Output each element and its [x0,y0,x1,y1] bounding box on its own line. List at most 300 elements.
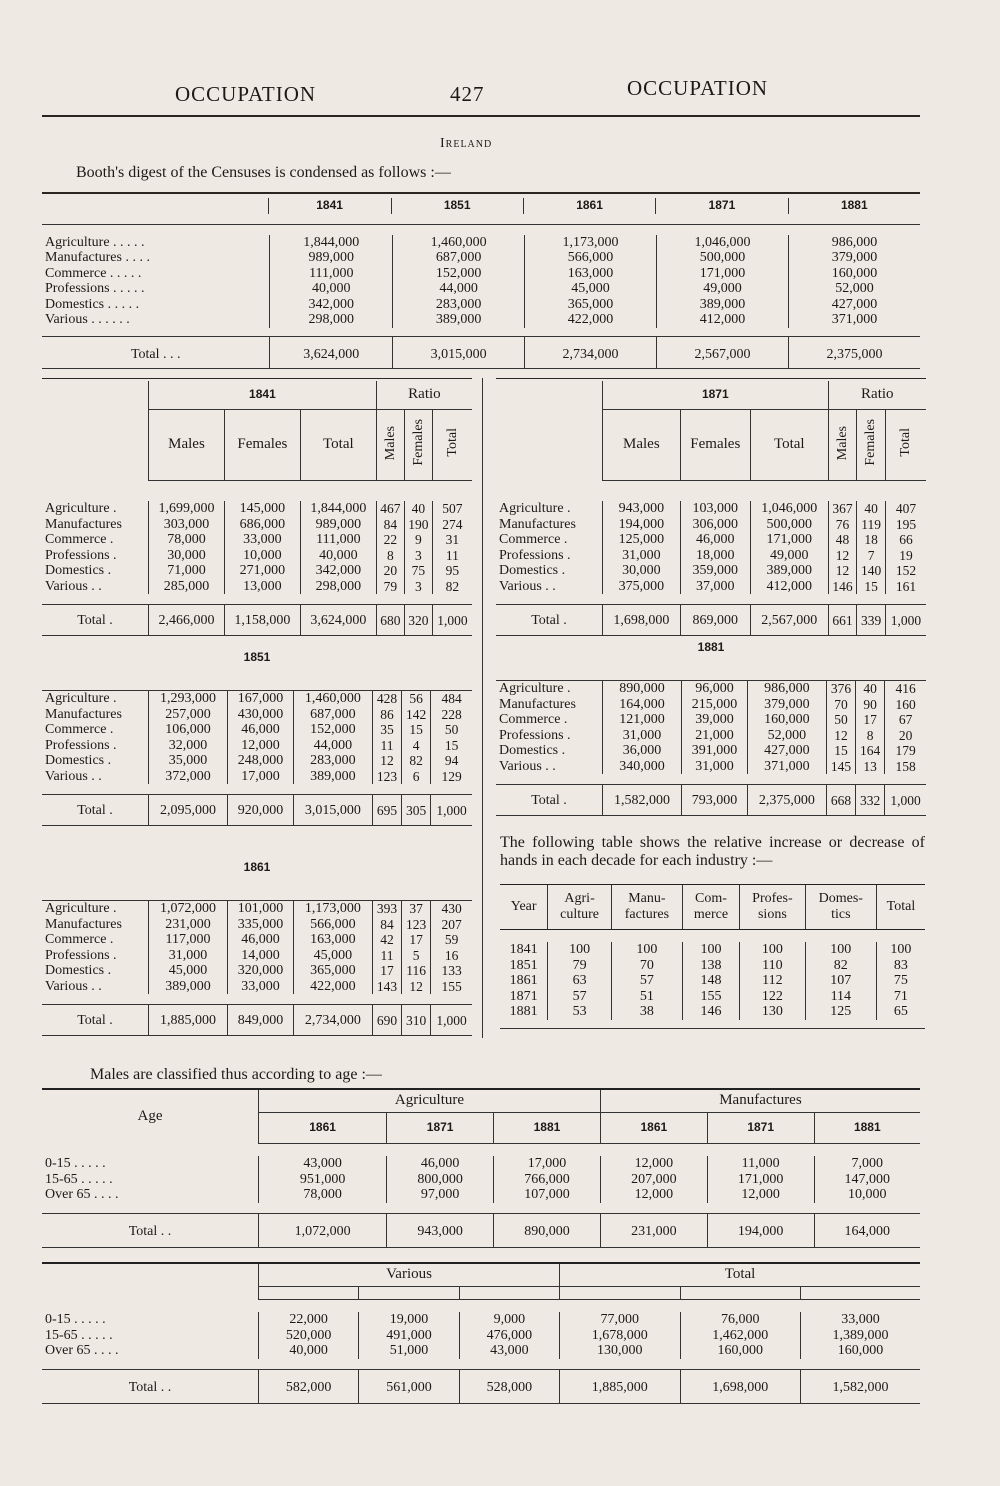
value-cell: 989,000 [270,250,393,266]
value-cell: 12 [372,753,401,769]
end-rule [42,825,472,826]
value-cell: 46,000 [680,532,750,548]
total-cell: 1,582,000 [603,785,682,816]
value-cell: 78,000 [259,1187,387,1203]
total-cell: 2,734,000 [525,336,657,368]
spacer [496,774,926,785]
row-label: Commerce . [499,532,568,547]
age-row [42,1328,920,1344]
relative-row [500,1004,925,1020]
census-row [42,722,472,738]
value-cell: 123 [402,917,431,933]
value-cell: 1,046,000 [657,235,789,251]
total-cell: 2,567,000 [750,605,828,636]
top-rule [42,378,472,379]
year-header-blank [800,1287,920,1300]
total-cell: 943,000 [387,1213,494,1248]
value-cell: 37 [402,901,431,917]
spacer [42,1203,920,1214]
row-label: Various . . [45,578,102,594]
value-cell: 45,000 [149,963,228,979]
value-cell: 49,000 [657,281,789,297]
total-cell: 194,000 [707,1213,814,1248]
relative-header-row [500,885,925,930]
value-cell: 19,000 [359,1312,459,1328]
spacer-row [496,774,926,785]
value-cell: 1,389,000 [800,1328,920,1344]
census-row [42,753,472,769]
value-cell: 412,000 [657,312,789,328]
relative-col-header [548,885,612,930]
age-row [42,1156,920,1172]
ratio-col-label: Total [898,428,914,458]
census-table-1871 [496,378,926,636]
spacer [496,594,926,605]
census-row [42,769,472,785]
row-label: Agriculture . [45,901,117,916]
year-cell: 1851 [509,957,538,973]
spacer-row [42,1203,920,1214]
value-cell: 21,000 [682,728,748,744]
header-left: OCCUPATION [175,82,317,106]
value-cell: 17 [372,963,401,979]
spacer-row [42,784,472,795]
value-cell: 46,000 [228,932,294,948]
value-cell: 12 [828,563,857,579]
value-cell: 274 [432,517,472,533]
value-cell: 123 [372,769,401,785]
value-cell: 71,000 [149,563,225,579]
value-cell: 340,000 [603,759,682,775]
group-header: Various [259,1264,560,1287]
census-year-row [496,381,926,410]
row-label: 0-15 . . . . . [45,1312,106,1327]
relative-row [500,942,925,958]
year-cell: 1861 [509,973,538,988]
group-header: Manufactures [600,1090,920,1113]
value-cell: 283,000 [393,297,525,313]
row-label: Commerce . [45,932,114,947]
census-table-1881 [496,640,926,816]
census-total-row [42,795,472,826]
value-cell: 112 [740,973,806,989]
value-cell: 145 [826,759,855,775]
census-row [496,517,926,533]
row-label: Commerce . [499,712,568,727]
census-table [42,690,472,826]
value-cell: 45,000 [525,281,657,297]
value-cell: 890,000 [603,681,682,697]
value-cell: 101,000 [228,901,294,917]
value-cell: 146 [828,579,857,595]
section-title: Ireland [440,136,493,151]
total-cell: 1,000 [885,785,926,816]
value-cell: 422,000 [525,312,657,328]
value-cell: 986,000 [788,235,920,251]
census-year: 1861 [243,860,271,874]
value-cell: 161 [885,579,926,595]
census-total-row [42,1005,472,1036]
census-row [42,517,472,533]
value-cell: 484 [431,691,472,707]
value-cell: 285,000 [149,579,225,595]
total-cell: 582,000 [259,1369,359,1404]
value-cell: 53 [548,1004,612,1020]
value-cell: 106,000 [149,722,228,738]
value-cell: 367 [828,501,857,517]
row-label: Various . . [45,768,102,784]
row-label: Commerce . [45,532,114,547]
total-cell: 849,000 [228,1005,294,1036]
year-cell: 1881 [509,1004,538,1019]
total-cell: 231,000 [600,1213,707,1248]
row-label: Agriculture . [45,691,117,706]
header-part: Domes- [818,891,863,906]
blank [42,381,149,481]
value-cell: 190 [404,517,432,533]
digest-row [42,250,920,266]
value-cell: 35 [372,722,401,738]
ratio-col-header [857,410,886,481]
spacer [42,1359,920,1370]
row-label: Professions . [45,947,117,963]
row-label: Total . . . [130,346,181,362]
total-cell: 890,000 [494,1213,601,1248]
total-cell: 528,000 [459,1369,559,1404]
census-row [42,979,472,995]
value-cell: 107,000 [494,1187,601,1203]
value-cell: 171,000 [707,1172,814,1188]
value-cell: 40 [404,501,432,517]
value-cell: 17 [856,712,885,728]
value-cell: 140 [857,563,886,579]
total-cell: 1,698,000 [603,605,681,636]
value-cell: 989,000 [300,517,376,533]
ratio-col-header [376,410,404,481]
total-cell: 1,000 [431,1005,472,1036]
value-cell: 116 [402,963,431,979]
value-cell: 152,000 [393,266,525,282]
total-cell: 2,466,000 [149,605,225,636]
value-cell: 11,000 [707,1156,814,1172]
value-cell: 10,000 [224,548,300,564]
value-cell: 171,000 [750,532,828,548]
value-cell: 57 [548,989,612,1005]
end-rule [42,1248,920,1249]
row-label: Total . [77,803,113,818]
row-label: Various . . [499,758,556,774]
value-cell: 507 [432,501,472,517]
end-rule [496,815,926,816]
value-cell: 430,000 [228,707,294,723]
digest-table [42,192,920,369]
value-cell: 100 [876,942,925,958]
value-cell: 70 [826,697,855,713]
value-cell: 12 [826,728,855,744]
end-rule-row [42,635,472,636]
value-cell: 12,000 [228,738,294,754]
census-year: 1851 [243,650,271,664]
value-cell: 37,000 [680,579,750,595]
value-cell: 566,000 [525,250,657,266]
total-cell: 1,000 [432,605,472,636]
end-rule-row [42,368,920,369]
value-cell: 6 [402,769,431,785]
value-cell: 35,000 [149,753,228,769]
blank [496,381,603,481]
value-cell: 1,460,000 [393,235,525,251]
value-cell: 365,000 [525,297,657,313]
value-cell: 20 [885,728,926,744]
value-cell: 687,000 [293,707,372,723]
age-intro: Males are classified thus according to age :— [90,1066,382,1083]
spacer [42,328,920,337]
value-cell: 766,000 [494,1172,601,1188]
value-cell: 129 [431,769,472,785]
value-cell: 32,000 [149,738,228,754]
row-label: Manufactures [45,916,122,932]
value-cell: 430 [431,901,472,917]
value-cell: 335,000 [228,917,294,933]
col-header: Total [750,410,828,481]
census-row [42,707,472,723]
value-cell: 48 [828,532,857,548]
value-cell: 40 [857,501,886,517]
value-cell: 65 [876,1004,925,1020]
col-header: Total [300,410,376,481]
ratio-col-label: Females [863,419,879,467]
spacer-row [42,481,472,502]
age-total-row [42,1213,920,1248]
row-label: Professions . [499,547,571,563]
value-cell: 306,000 [680,517,750,533]
spacer-row [496,481,926,502]
value-cell: 342,000 [270,297,393,313]
total-cell: 339 [857,605,886,636]
value-cell: 103,000 [680,501,750,517]
census-row [496,759,926,775]
census-table [42,900,472,1036]
census-year: 1871 [603,381,829,410]
value-cell: 16 [431,948,472,964]
census-row [42,932,472,948]
value-cell: 167,000 [228,691,294,707]
value-cell: 155 [682,989,739,1005]
census-row [42,901,472,917]
value-cell: 298,000 [300,579,376,595]
spacer-row [500,1020,925,1029]
value-cell: 3 [404,548,432,564]
row-label: 15-65 . . . . . [45,1327,113,1343]
value-cell: 12,000 [600,1187,707,1203]
digest-row [42,235,920,251]
digest-year: 1841 [268,198,391,214]
spacer-row [42,328,920,337]
value-cell: 33,000 [228,979,294,995]
value-cell: 78,000 [149,532,225,548]
value-cell: 152,000 [293,722,372,738]
census-total-row [42,605,472,636]
value-cell: 303,000 [149,517,225,533]
value-cell: 12,000 [600,1156,707,1172]
value-cell: 143 [372,979,401,995]
value-cell: 271,000 [224,563,300,579]
age-total-row [42,1369,920,1404]
value-cell: 11 [432,548,472,564]
group-header: Total [560,1264,920,1287]
relative-col-header [805,885,876,930]
header-part: Manu- [628,891,666,906]
value-cell: 5 [402,948,431,964]
year-header-blank [459,1287,559,1300]
total-cell: 305 [402,795,431,826]
census-table [496,381,926,636]
row-label: Various . . [45,978,102,994]
value-cell: 33,000 [224,532,300,548]
value-cell: 148 [682,973,739,989]
census-row [42,691,472,707]
value-cell: 40 [856,681,885,697]
total-cell: 3,015,000 [393,336,525,368]
census-table-1851 [42,650,472,826]
value-cell: 13,000 [224,579,300,595]
total-cell: 561,000 [359,1369,459,1404]
value-cell: 31,000 [603,548,681,564]
relative-row [500,989,925,1005]
census-year: 1881 [697,640,725,654]
spacer [42,594,472,605]
year-cell: 1841 [509,942,538,957]
value-cell: 1,173,000 [525,235,657,251]
total-cell: 1,000 [885,605,926,636]
col-header: Males [603,410,681,481]
end-rule-row [496,635,926,636]
value-cell: 160,000 [788,266,920,282]
spacer-row [496,594,926,605]
census-year-row [42,381,472,410]
value-cell: 142 [402,707,431,723]
value-cell: 19 [885,548,926,564]
row-label: Total . . [128,1223,172,1239]
total-cell: 164,000 [814,1213,920,1248]
row-label: Manufactures . . . . [45,250,150,265]
value-cell: 33,000 [800,1312,920,1328]
value-cell: 342,000 [300,563,376,579]
year-header: 1861 [259,1113,387,1144]
value-cell: 520,000 [259,1328,359,1344]
census-row [496,697,926,713]
digest-intro: Booth's digest of the Censuses is condensed as follows :— [76,164,451,181]
value-cell: 17,000 [228,769,294,785]
ratio-col-header [432,410,472,481]
total-cell: 2,375,000 [788,336,920,368]
relative-col-header [611,885,682,930]
total-cell: 1,885,000 [560,1369,680,1404]
relative-col-header: Year [500,885,548,930]
end-rule-row [42,825,472,826]
value-cell: 46,000 [387,1156,494,1172]
value-cell: 566,000 [293,917,372,933]
total-cell: 1,072,000 [259,1213,387,1248]
value-cell: 320,000 [228,963,294,979]
total-cell: 320 [404,605,432,636]
value-cell: 1,460,000 [293,691,372,707]
census-row [42,548,472,564]
year-header: 1881 [494,1113,601,1144]
digest-row [42,312,920,328]
group-header: Agriculture [259,1090,601,1113]
value-cell: 97,000 [387,1187,494,1203]
relative-intro: The following table shows the relative increase or decrease of hands in each decade for each industry :— [500,834,925,869]
value-cell: 158 [885,759,926,775]
value-cell: 194,000 [603,517,681,533]
value-cell: 67 [885,712,926,728]
value-cell: 59 [431,932,472,948]
value-cell: 195 [885,517,926,533]
value-cell: 86 [372,707,401,723]
age-group-row [42,1090,920,1113]
value-cell: 100 [805,942,876,958]
value-cell: 389,000 [393,312,525,328]
value-cell: 4 [402,738,431,754]
total-cell: 661 [828,605,857,636]
header-right: OCCUPATION [627,76,769,100]
value-cell: 228 [431,707,472,723]
census-total-row [496,785,926,816]
value-cell: 1,072,000 [149,901,228,917]
value-cell: 125,000 [603,532,681,548]
value-cell: 11 [372,948,401,964]
spacer-row [42,1300,920,1313]
value-cell: 359,000 [680,563,750,579]
value-cell: 76,000 [680,1312,800,1328]
value-cell: 36,000 [603,743,682,759]
value-cell: 130 [740,1004,806,1020]
spacer [42,1300,920,1313]
value-cell: 371,000 [788,312,920,328]
value-cell: 125 [805,1004,876,1020]
value-cell: 800,000 [387,1172,494,1188]
census-row [496,548,926,564]
value-cell: 20 [376,563,404,579]
value-cell: 117,000 [149,932,228,948]
value-cell: 49,000 [750,548,828,564]
total-cell: 668 [826,785,855,816]
value-cell: 10,000 [814,1187,920,1203]
census-table [496,680,926,816]
value-cell: 50 [431,722,472,738]
end-rule [42,1035,472,1036]
value-cell: 393 [372,901,401,917]
digest-total-row [42,336,920,368]
value-cell: 12 [402,979,431,995]
value-cell: 160,000 [800,1343,920,1359]
value-cell: 71 [876,989,925,1005]
year-header-blank [680,1287,800,1300]
value-cell: 207,000 [600,1172,707,1188]
value-cell: 119 [857,517,886,533]
end-rule-row [42,1404,920,1405]
value-cell: 375,000 [603,579,681,595]
value-cell: 145,000 [224,501,300,517]
row-label: Total . [77,1013,113,1028]
value-cell: 82 [432,579,472,595]
value-cell: 7 [857,548,886,564]
value-cell: 389,000 [657,297,789,313]
value-cell: 18,000 [680,548,750,564]
age-label [42,1264,259,1300]
year-header-blank [359,1287,459,1300]
